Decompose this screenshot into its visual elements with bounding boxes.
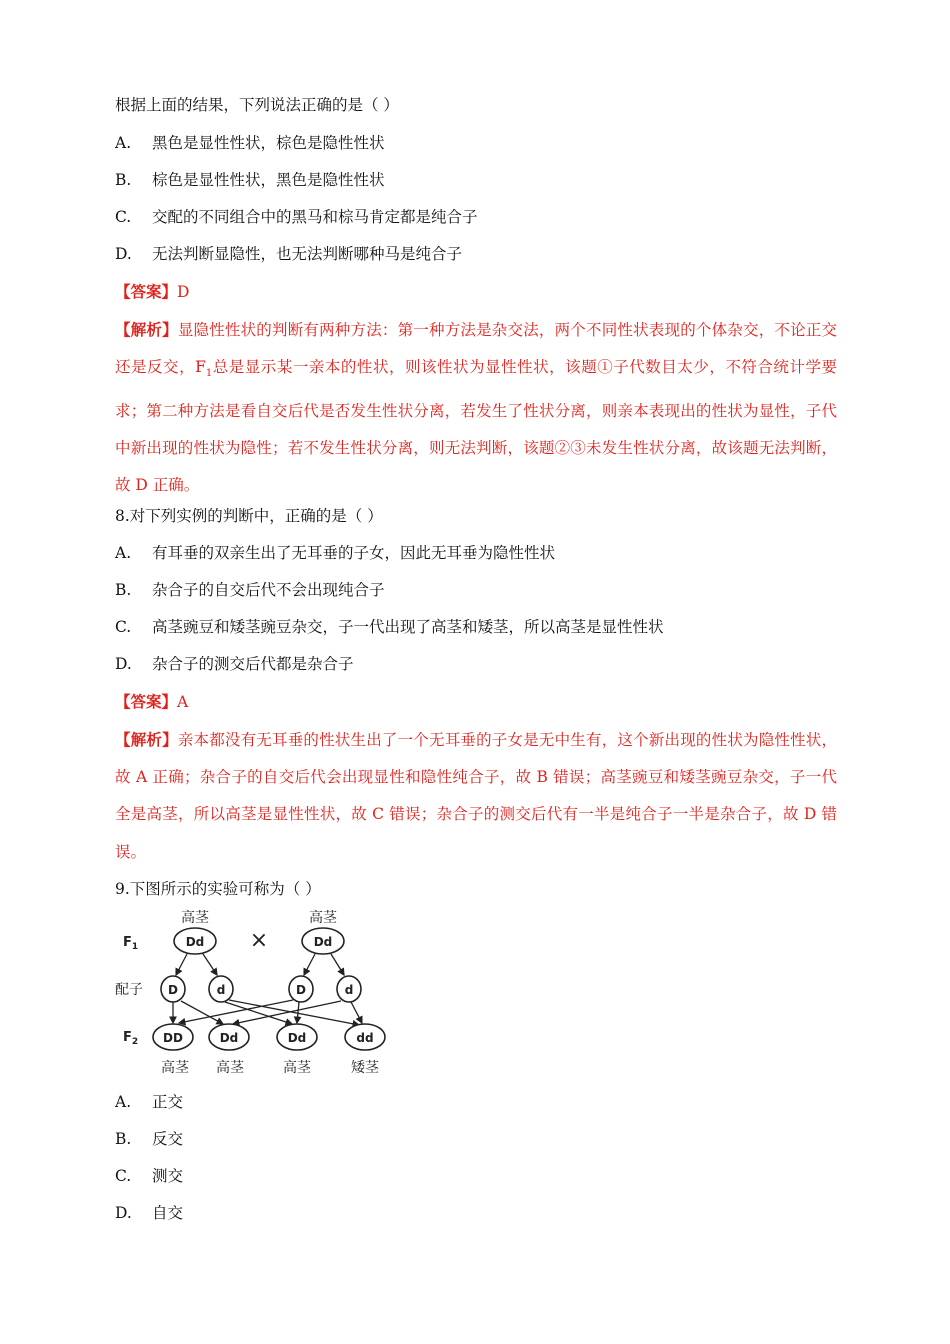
option-text: 交配的不同组合中的黑马和棕马肯定都是纯合子 bbox=[152, 208, 478, 226]
arrow-p1-gd bbox=[203, 954, 217, 975]
option-text: 高茎豌豆和矮茎豌豆杂交，子一代出现了高茎和矮茎，所以高茎是显性性状 bbox=[152, 618, 664, 636]
cross-symbol: × bbox=[249, 928, 269, 953]
option-letter: A. bbox=[115, 134, 132, 152]
q8-option-c[interactable] bbox=[115, 617, 664, 637]
gamete-label-3: D bbox=[296, 983, 306, 997]
parent2-genotype: Dd bbox=[313, 935, 333, 949]
q8-analysis bbox=[115, 721, 837, 871]
option-text: 杂合子的测交后代都是杂合子 bbox=[152, 655, 354, 673]
option-letter: D. bbox=[115, 1204, 132, 1222]
arrow-g3-o1 bbox=[179, 1000, 293, 1023]
arrow-p1-gD bbox=[176, 954, 187, 975]
option-letter: C. bbox=[115, 618, 132, 636]
gamete-label-2: d bbox=[216, 983, 226, 997]
option-letter: C. bbox=[115, 208, 132, 226]
q9-option-d[interactable] bbox=[115, 1203, 183, 1223]
answer-value: D bbox=[177, 283, 190, 301]
q7-analysis bbox=[115, 311, 837, 504]
arrow-p2-gd bbox=[331, 954, 344, 975]
analysis-text-part2: 总是显示某一亲本的性状，则该性状为显性性状，该题①子代数目太少，不符合统计学要求；第二种方法是看自交后代是否发生性状分离，若发生了性状分离，则亲本表现出的性状为显性，子代中新出现的性状为隐性；若不发生性状分离，则无法判断，该题②③未发生性状分离，故该题无法判断，故 D 正确。 bbox=[115, 358, 837, 494]
option-letter: B. bbox=[115, 171, 132, 189]
option-text: 自交 bbox=[152, 1204, 184, 1222]
gamete-label-4: d bbox=[344, 983, 354, 997]
option-text: 棕色是显性性状，黑色是隐性性状 bbox=[152, 171, 385, 189]
q7-option-b[interactable] bbox=[115, 170, 385, 190]
f1-label-sub: 1 bbox=[131, 942, 139, 952]
gamete-label-1: D bbox=[168, 983, 178, 997]
offspring-genotype-4: dd bbox=[356, 1031, 374, 1045]
genetics-cross-diagram bbox=[115, 903, 405, 1083]
analysis-text: 亲本都没有无耳垂的性状生出了一个无耳垂的子女是无中生有，这个新出现的性状为隐性性状，故 A 正确；杂合子的自交后代会出现显性和隐性纯合子，故 B 错误；高茎豌豆和矮茎豌豆杂交，子一代全是高茎，所以高茎是显性性状，故 C 错误；杂合子的测交后代有一半是纯合子一半是杂合子，故 D 错误。 bbox=[115, 731, 837, 861]
offspring-genotype-1: DD bbox=[163, 1031, 183, 1045]
offspring-genotype-2: Dd bbox=[219, 1031, 239, 1045]
option-letter: B. bbox=[115, 581, 132, 599]
f2-label bbox=[123, 1030, 138, 1047]
parent1-phenotype: 高茎 bbox=[181, 910, 209, 926]
q9-option-b[interactable] bbox=[115, 1129, 183, 1149]
option-text: 正交 bbox=[152, 1093, 184, 1111]
gamete-label: 配子 bbox=[115, 982, 143, 998]
option-text: 无法判断显隐性，也无法判断哪种马是纯合子 bbox=[152, 245, 463, 263]
analysis-text-part1: 显隐性性状的判断有两种方法：第一种方法是杂交法，两个不同性状表现的个体杂交，不论正交还是反交，F bbox=[115, 321, 837, 377]
f1-label bbox=[123, 935, 138, 952]
q9-option-a[interactable] bbox=[115, 1092, 183, 1112]
option-letter: D. bbox=[115, 655, 132, 673]
option-text: 测交 bbox=[152, 1167, 184, 1185]
q8-option-a[interactable] bbox=[115, 543, 555, 563]
offspring-genotype-3: Dd bbox=[287, 1031, 307, 1045]
option-text: 反交 bbox=[152, 1130, 184, 1148]
f1-label-main: F bbox=[123, 935, 132, 950]
q9-stem: 9.下图所示的实验可称为（ ） bbox=[115, 880, 321, 898]
offspring-phenotype-4: 矮茎 bbox=[351, 1060, 379, 1076]
offspring-phenotype-1: 高茎 bbox=[161, 1060, 189, 1076]
q9-option-c[interactable] bbox=[115, 1166, 183, 1186]
answer-value: A bbox=[177, 693, 189, 711]
answer-label: 【答案】 bbox=[115, 692, 178, 711]
q8-answer bbox=[115, 692, 188, 712]
q7-stem: 根据上面的结果，下列说法正确的是（ ） bbox=[115, 96, 399, 114]
option-letter: A. bbox=[115, 1093, 132, 1111]
analysis-subscript: 1 bbox=[205, 368, 213, 380]
f2-label-sub: 2 bbox=[131, 1037, 139, 1047]
q7-answer bbox=[115, 282, 189, 302]
option-letter: D. bbox=[115, 245, 132, 263]
option-text: 杂合子的自交后代不会出现纯合子 bbox=[152, 581, 385, 599]
analysis-label: 【解析】 bbox=[115, 320, 178, 339]
option-letter: C. bbox=[115, 1167, 132, 1185]
q7-option-c[interactable] bbox=[115, 207, 478, 227]
q8-option-d[interactable] bbox=[115, 654, 354, 674]
analysis-label: 【解析】 bbox=[115, 730, 178, 749]
q7-option-a[interactable] bbox=[115, 133, 385, 153]
option-text: 有耳垂的双亲生出了无耳垂的子女，因此无耳垂为隐性性状 bbox=[152, 544, 556, 562]
offspring-phenotype-2: 高茎 bbox=[216, 1060, 244, 1076]
q8-option-b[interactable] bbox=[115, 580, 385, 600]
parent2-phenotype: 高茎 bbox=[309, 910, 337, 926]
q7-option-d[interactable] bbox=[115, 244, 462, 264]
parent1-genotype: Dd bbox=[185, 935, 205, 949]
arrow-g4-o4 bbox=[351, 1002, 362, 1023]
option-text: 黑色是显性性状，棕色是隐性性状 bbox=[152, 134, 385, 152]
answer-label: 【答案】 bbox=[115, 282, 178, 301]
option-letter: B. bbox=[115, 1130, 132, 1148]
option-letter: A. bbox=[115, 544, 132, 562]
arrow-p2-gD bbox=[304, 954, 315, 975]
offspring-phenotype-3: 高茎 bbox=[283, 1060, 311, 1076]
arrow-g1-o2 bbox=[181, 1001, 223, 1024]
f2-label-main: F bbox=[123, 1030, 132, 1045]
q8-stem: 8.对下列实例的判断中，正确的是（ ） bbox=[115, 507, 383, 525]
